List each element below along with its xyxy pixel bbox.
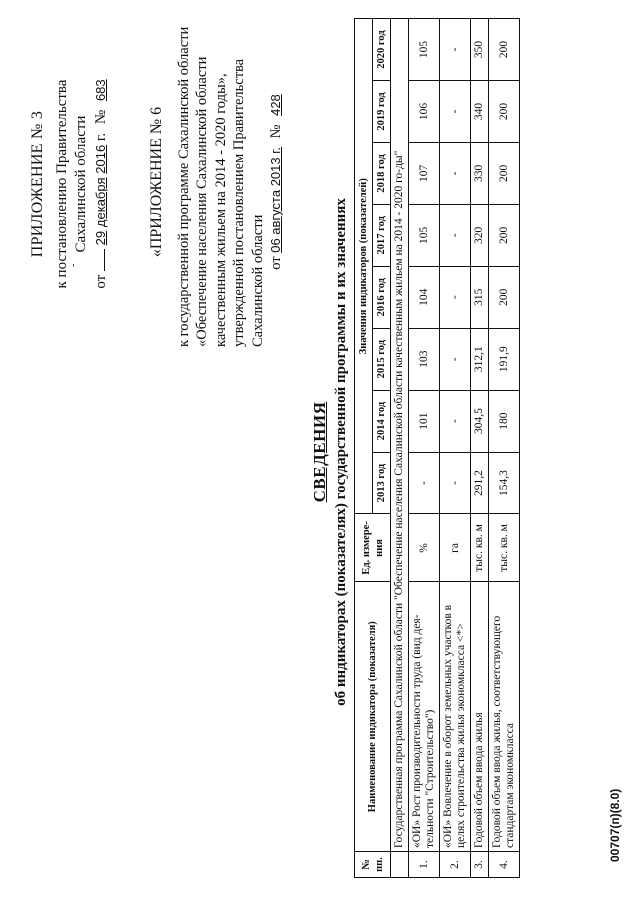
date-blank xyxy=(104,249,105,271)
rotated-page xyxy=(10,12,630,892)
decree-number-2: 428 xyxy=(268,94,283,116)
row-unit: тыс. кв. м xyxy=(471,514,489,582)
row-value: 200 xyxy=(489,81,520,143)
row-value: 105 xyxy=(409,19,440,81)
row-name: «ОИ» Рост производительности труда (вид дея-тельности "Строительство") xyxy=(409,582,440,852)
heading-subtitle: об индикаторах (показателях) государственной программы и их значениях xyxy=(333,198,349,706)
number-label: № xyxy=(93,109,109,125)
year-header: 2015 год xyxy=(373,328,391,390)
row-value: 103 xyxy=(409,328,440,390)
appendix2-body: к государственной программе Сахалинской области «Обеспечение населения Сахалинской области качественным жильем на 2014 - 2020 годы», утвержденной постановлением Правительства Сахалинской области xyxy=(175,26,266,347)
row-value: - xyxy=(440,19,471,81)
from-label: от xyxy=(93,274,109,289)
number-label-2: № xyxy=(268,124,284,139)
row-value: 340 xyxy=(471,81,489,143)
row-value: 200 xyxy=(489,266,520,328)
row-value: 320 xyxy=(471,204,489,266)
header-name: Наименование индикатора (показателя) xyxy=(355,582,391,852)
header-values: Значения индикаторов (показателей) xyxy=(355,19,373,514)
row-name: Годовой объем ввода жилья xyxy=(471,582,489,852)
row-value: 304,5 xyxy=(471,390,489,452)
table-row xyxy=(409,19,440,878)
footer-code: 00707(п)(8.0) xyxy=(608,788,622,862)
row-unit: га xyxy=(440,514,471,582)
date-year: 2016 xyxy=(93,144,108,174)
row-value: 330 xyxy=(471,142,489,204)
year-header: 2017 год xyxy=(373,204,391,266)
row-value: - xyxy=(440,390,471,452)
row-value: 107 xyxy=(409,142,440,204)
year-header: 2016 год xyxy=(373,266,391,328)
row-value: 101 xyxy=(409,390,440,452)
year-header: 2014 год xyxy=(373,390,391,452)
row-value: 180 xyxy=(489,390,520,452)
year-header: 2020 год xyxy=(373,19,391,81)
row-value: 106 xyxy=(409,81,440,143)
row-unit: тыс. кв. м xyxy=(489,514,520,582)
appendix-title: ПРИЛОЖЕНИЕ № 3 xyxy=(29,110,46,258)
row-value: 200 xyxy=(489,142,520,204)
appendix-line-2: Сахалинской области xyxy=(73,115,89,253)
year-header: 2018 год xyxy=(373,142,391,204)
header-num: № пп. xyxy=(355,852,391,878)
row-value: - xyxy=(440,204,471,266)
table-header-row xyxy=(355,19,373,878)
year-header: 2019 год xyxy=(373,81,391,143)
row-value: - xyxy=(440,452,471,514)
row-num: 3. xyxy=(471,852,489,878)
row-value: 200 xyxy=(489,19,520,81)
table-row xyxy=(440,19,471,878)
program-name: Государственная программа Сахалинской области "Обеспечение населения Сахалинской области качественным жильем на 2014 - 2020 го-ды" xyxy=(391,19,409,852)
row-value: - xyxy=(409,452,440,514)
appendix-block xyxy=(28,24,111,344)
row-value: 291,2 xyxy=(471,452,489,514)
appendix2-title: «ПРИЛОЖЕНИЕ № 6 xyxy=(148,106,165,258)
row-unit: % xyxy=(409,514,440,582)
appendix2-date-line xyxy=(267,17,286,347)
row-value: 105 xyxy=(409,204,440,266)
row-value: 191,9 xyxy=(489,328,520,390)
row-value: - xyxy=(440,142,471,204)
year-suffix: г. xyxy=(93,132,109,142)
program-row xyxy=(391,19,409,878)
program-num-cell xyxy=(391,852,409,878)
appendix2-block xyxy=(148,17,286,347)
row-name: Годовой объем ввода жилья, соответствующего стандартам экономкласса xyxy=(489,582,520,852)
table-row xyxy=(489,19,520,878)
row-value: - xyxy=(440,81,471,143)
appendix-line-1: к постановлению Правительства xyxy=(54,79,70,289)
row-num: 4. xyxy=(489,852,520,878)
row-value: 312,1 xyxy=(471,328,489,390)
row-value: - xyxy=(440,328,471,390)
document-heading xyxy=(310,12,350,892)
row-num: 2. xyxy=(440,852,471,878)
row-value: 315 xyxy=(471,266,489,328)
row-value: - xyxy=(440,266,471,328)
stray-mark: - xyxy=(68,263,79,267)
date-day: 29 xyxy=(93,230,108,246)
row-name: «ОИ» Вовлечение в оборот земельных участков в целях строительства жилья экономкласса <*> xyxy=(440,582,471,852)
heading-title: СВЕДЕНИЯ xyxy=(310,401,329,503)
row-value: 200 xyxy=(489,204,520,266)
appendix-date-line xyxy=(91,24,111,344)
decree-number: 683 xyxy=(93,79,108,102)
table-row xyxy=(471,19,489,878)
row-value: 154,3 xyxy=(489,452,520,514)
header-unit: Ед. измере-ния xyxy=(355,514,391,582)
year-header: 2013 год xyxy=(373,452,391,514)
row-num: 1. xyxy=(409,852,440,878)
from-label-2: от xyxy=(268,256,284,270)
row-value: 350 xyxy=(471,19,489,81)
indicators-table xyxy=(354,18,520,878)
date-month: декабря xyxy=(93,177,108,228)
row-value: 104 xyxy=(409,266,440,328)
date-2: 06 августа 2013 г. xyxy=(268,147,283,253)
